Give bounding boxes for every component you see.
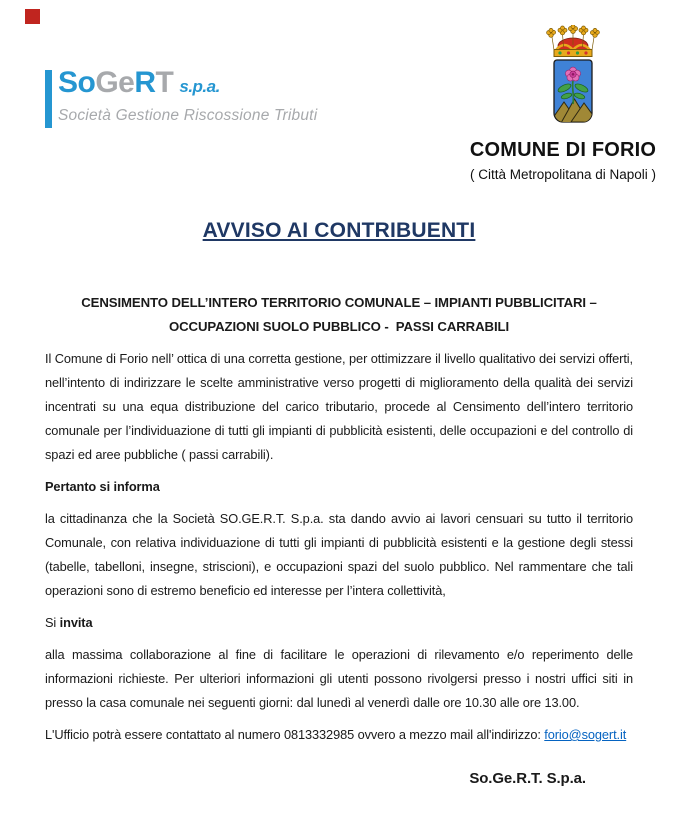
notice-heading: CENSIMENTO DELL’INTERO TERRITORIO COMUNALE – IMPIANTI PUBBLICITARI – OCCUPAZIONI SUOLO PUBBLICO - PASSI CARRABILI xyxy=(81,295,597,334)
logo-wordmark xyxy=(58,66,317,104)
logo-seg-t: T xyxy=(155,66,174,99)
municipality-name: COMUNE DI FORIO xyxy=(469,139,657,161)
notice-body xyxy=(45,291,633,799)
paragraph-census: la cittadinanza che la Società SO.GE.R.T. S.p.a. sta dando avvio ai lavori censuari su tutto il territorio Comunale, con relativa individuazione di tutti gli impianti di pubblicità esistenti e la gestione degli stessi (tabelle, tabelloni, insegne, striscioni), e occupazioni spazi del suolo pubblico. Nel rammentare che tali operazioni sono di estremo beneficio ed interesse per l’intera collettività, xyxy=(45,511,633,598)
municipality-block xyxy=(448,139,678,182)
invita-bold: invita xyxy=(59,615,93,630)
paragraph-intro: Il Comune di Forio nell’ ottica di una corretta gestione, per ottimizzare il livello qualitativo dei servizi offerti, nell’intento di indirizzare le scelte amministrative verso progetti di miglioramento della qualità dei servizi incentrati su una equa distribuzione del carico tributario, procede al Censimento dell’intero territorio comunale per l’individuazione di tutti gli impianti di pubblicità esistenti, delle occupazioni e del controllo di spazi ed aree pubbliche ( passi carrabili). xyxy=(45,351,633,462)
municipality-subtitle: ( Città Metropolitana di Napoli ) xyxy=(469,167,657,182)
red-placeholder-marker xyxy=(25,9,40,24)
contact-text: L'Ufficio potrà essere contattato al numero 0813332985 ovvero a mezzo mail all'indirizzo: xyxy=(45,727,545,742)
paragraph-collaboration: alla massima collaborazione al fine di facilitare le operazioni di rilevamento e/o reperimento delle informazioni richieste. Per ulteriori informazioni gli utenti possono rivolgersi presso i nostri uffici siti in presso la casa comunale nei seguenti giorni: dal lunedì al venerdì dalle ore 10.30 alle ore 13.00. xyxy=(45,647,633,710)
invita-label xyxy=(45,611,633,635)
email-link[interactable]: forio@sogert.it xyxy=(544,727,627,742)
invita-normal: Si xyxy=(45,615,60,630)
shield-icon xyxy=(550,60,598,123)
notice-title: AVVISO AI CONTRIBUENTI xyxy=(202,219,476,242)
signature: So.Ge.R.T. S.p.a. xyxy=(469,770,586,787)
logo-seg-ge: Ge xyxy=(95,66,135,99)
forio-coat-of-arms-icon xyxy=(537,25,609,127)
logo-accent-bar xyxy=(45,70,52,128)
crown-icon xyxy=(547,25,600,57)
logo-tagline: Società Gestione Riscossione Tributi xyxy=(58,107,318,124)
logo-seg-so: So xyxy=(58,66,96,99)
sogert-logo xyxy=(45,66,317,125)
contact-line xyxy=(45,723,633,747)
logo-seg-r: R xyxy=(134,66,156,99)
informa-label: Pertanto si informa xyxy=(45,479,160,494)
logo-suffix: s.p.a. xyxy=(179,77,220,96)
